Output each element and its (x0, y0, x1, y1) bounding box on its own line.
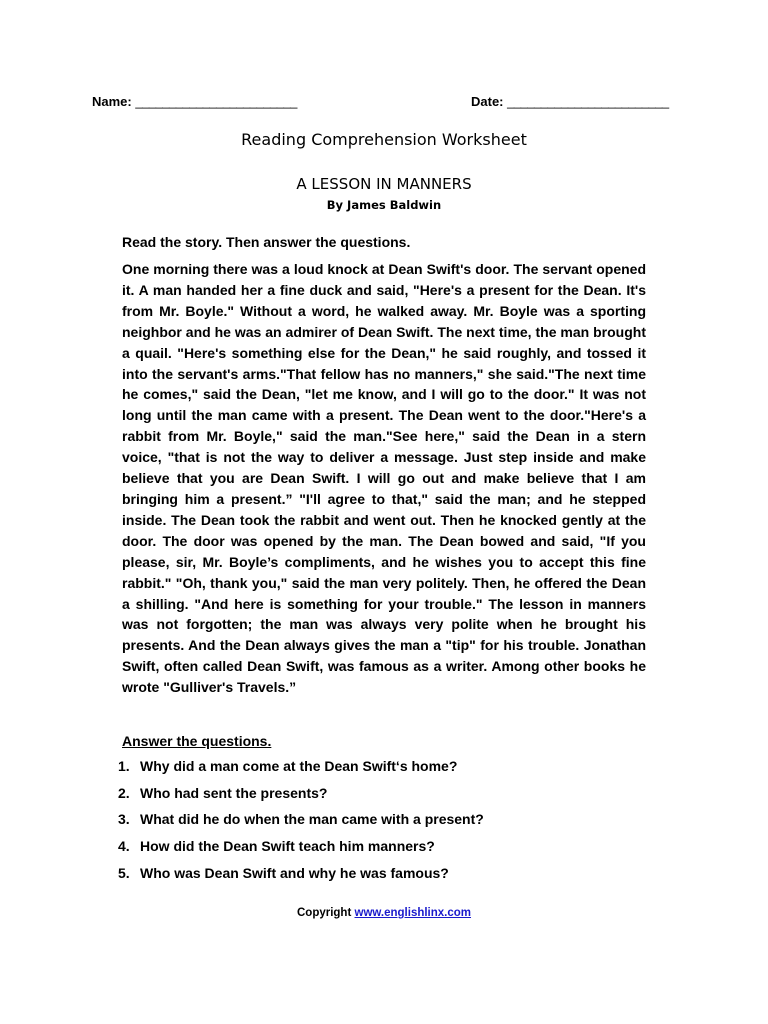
story-author: By James Baldwin (326, 198, 442, 212)
story-title: A LESSON IN MANNERS (296, 175, 472, 193)
question-text: Who was Dean Swift and why he was famous? (140, 864, 449, 881)
copyright-label: Copyright (296, 907, 352, 919)
name-blank-line: ________________________ (135, 94, 297, 109)
questions-heading: Answer the questions. (122, 733, 272, 749)
question-number: 2. (118, 784, 130, 801)
question-number: 4. (118, 838, 130, 855)
question-item (118, 838, 484, 865)
question-number: 1. (118, 758, 130, 774)
questions-list (118, 758, 484, 891)
question-item (118, 865, 484, 892)
question-item (118, 758, 484, 785)
question-number: 5. (118, 864, 130, 881)
date-field (471, 94, 669, 109)
instructions: Read the story. Then answer the questions. (122, 234, 411, 250)
name-label: Name: (92, 94, 132, 109)
copyright-footer (0, 907, 768, 919)
website-link[interactable]: www.englishlinx.com (354, 907, 472, 919)
question-number: 3. (118, 811, 130, 828)
question-text: What did he do when the man came with a present? (140, 811, 484, 828)
date-blank-line: ________________________ (507, 94, 669, 109)
story-text: One morning there was a loud knock at Dean Swift's door. The servant opened it. A man handed her a fine duck and said, "Here's a present for the Dean. It's from Mr. Boyle." Without a word, he walked away. Mr. Boyle was a sporting neighbor and he was an admirer of Dean Swift. The next time, the man brought a quail. "Here's something else for the Dean," he said roughly, and tossed it into the servant's arms."That fellow has no manners," she said."The next time he comes," said the Dean, "let me know, and I will go to the door." It was not long until the man came with a present. The Dean went to the door."Here's a rabbit from Mr. Boyle," said the man."See here," said the Dean in a stern voice, "that is not the way to deliver a message. Just step inside and make believe that you are Dean Swift. I will go out and make believe that I am bringing him a present.” "I'll agree to that," said the man; and he stepped inside. The Dean took the rabbit and went out. Then he knocked gently at the door. The door was opened by the man. The Dean bowed and said, "If you please, sir, Mr. Boyle’s compliments, and he wishes you to accept this fine rabbit." "Oh, thank you," said the man very politely. Then, he offered the Dean a shilling. "And here is something for your trouble." The lesson in manners was not forgotten; the man was always very polite when he brought his presents. And the Dean always gives the man a "tip" for his trouble. Jonathan Swift, often called Dean Swift, was famous as a writer. Among other books he wrote "Gulliver's Travels.” (122, 261, 646, 696)
worksheet-title: Reading Comprehension Worksheet (241, 130, 527, 149)
date-label: Date: (471, 94, 504, 109)
name-field (92, 94, 297, 109)
question-text: Who had sent the presents? (140, 784, 328, 801)
question-item (118, 811, 484, 838)
question-item (118, 785, 484, 812)
question-text: Why did a man come at the Dean Swift‘s home? (140, 758, 458, 774)
question-text: How did the Dean Swift teach him manners? (140, 838, 435, 855)
